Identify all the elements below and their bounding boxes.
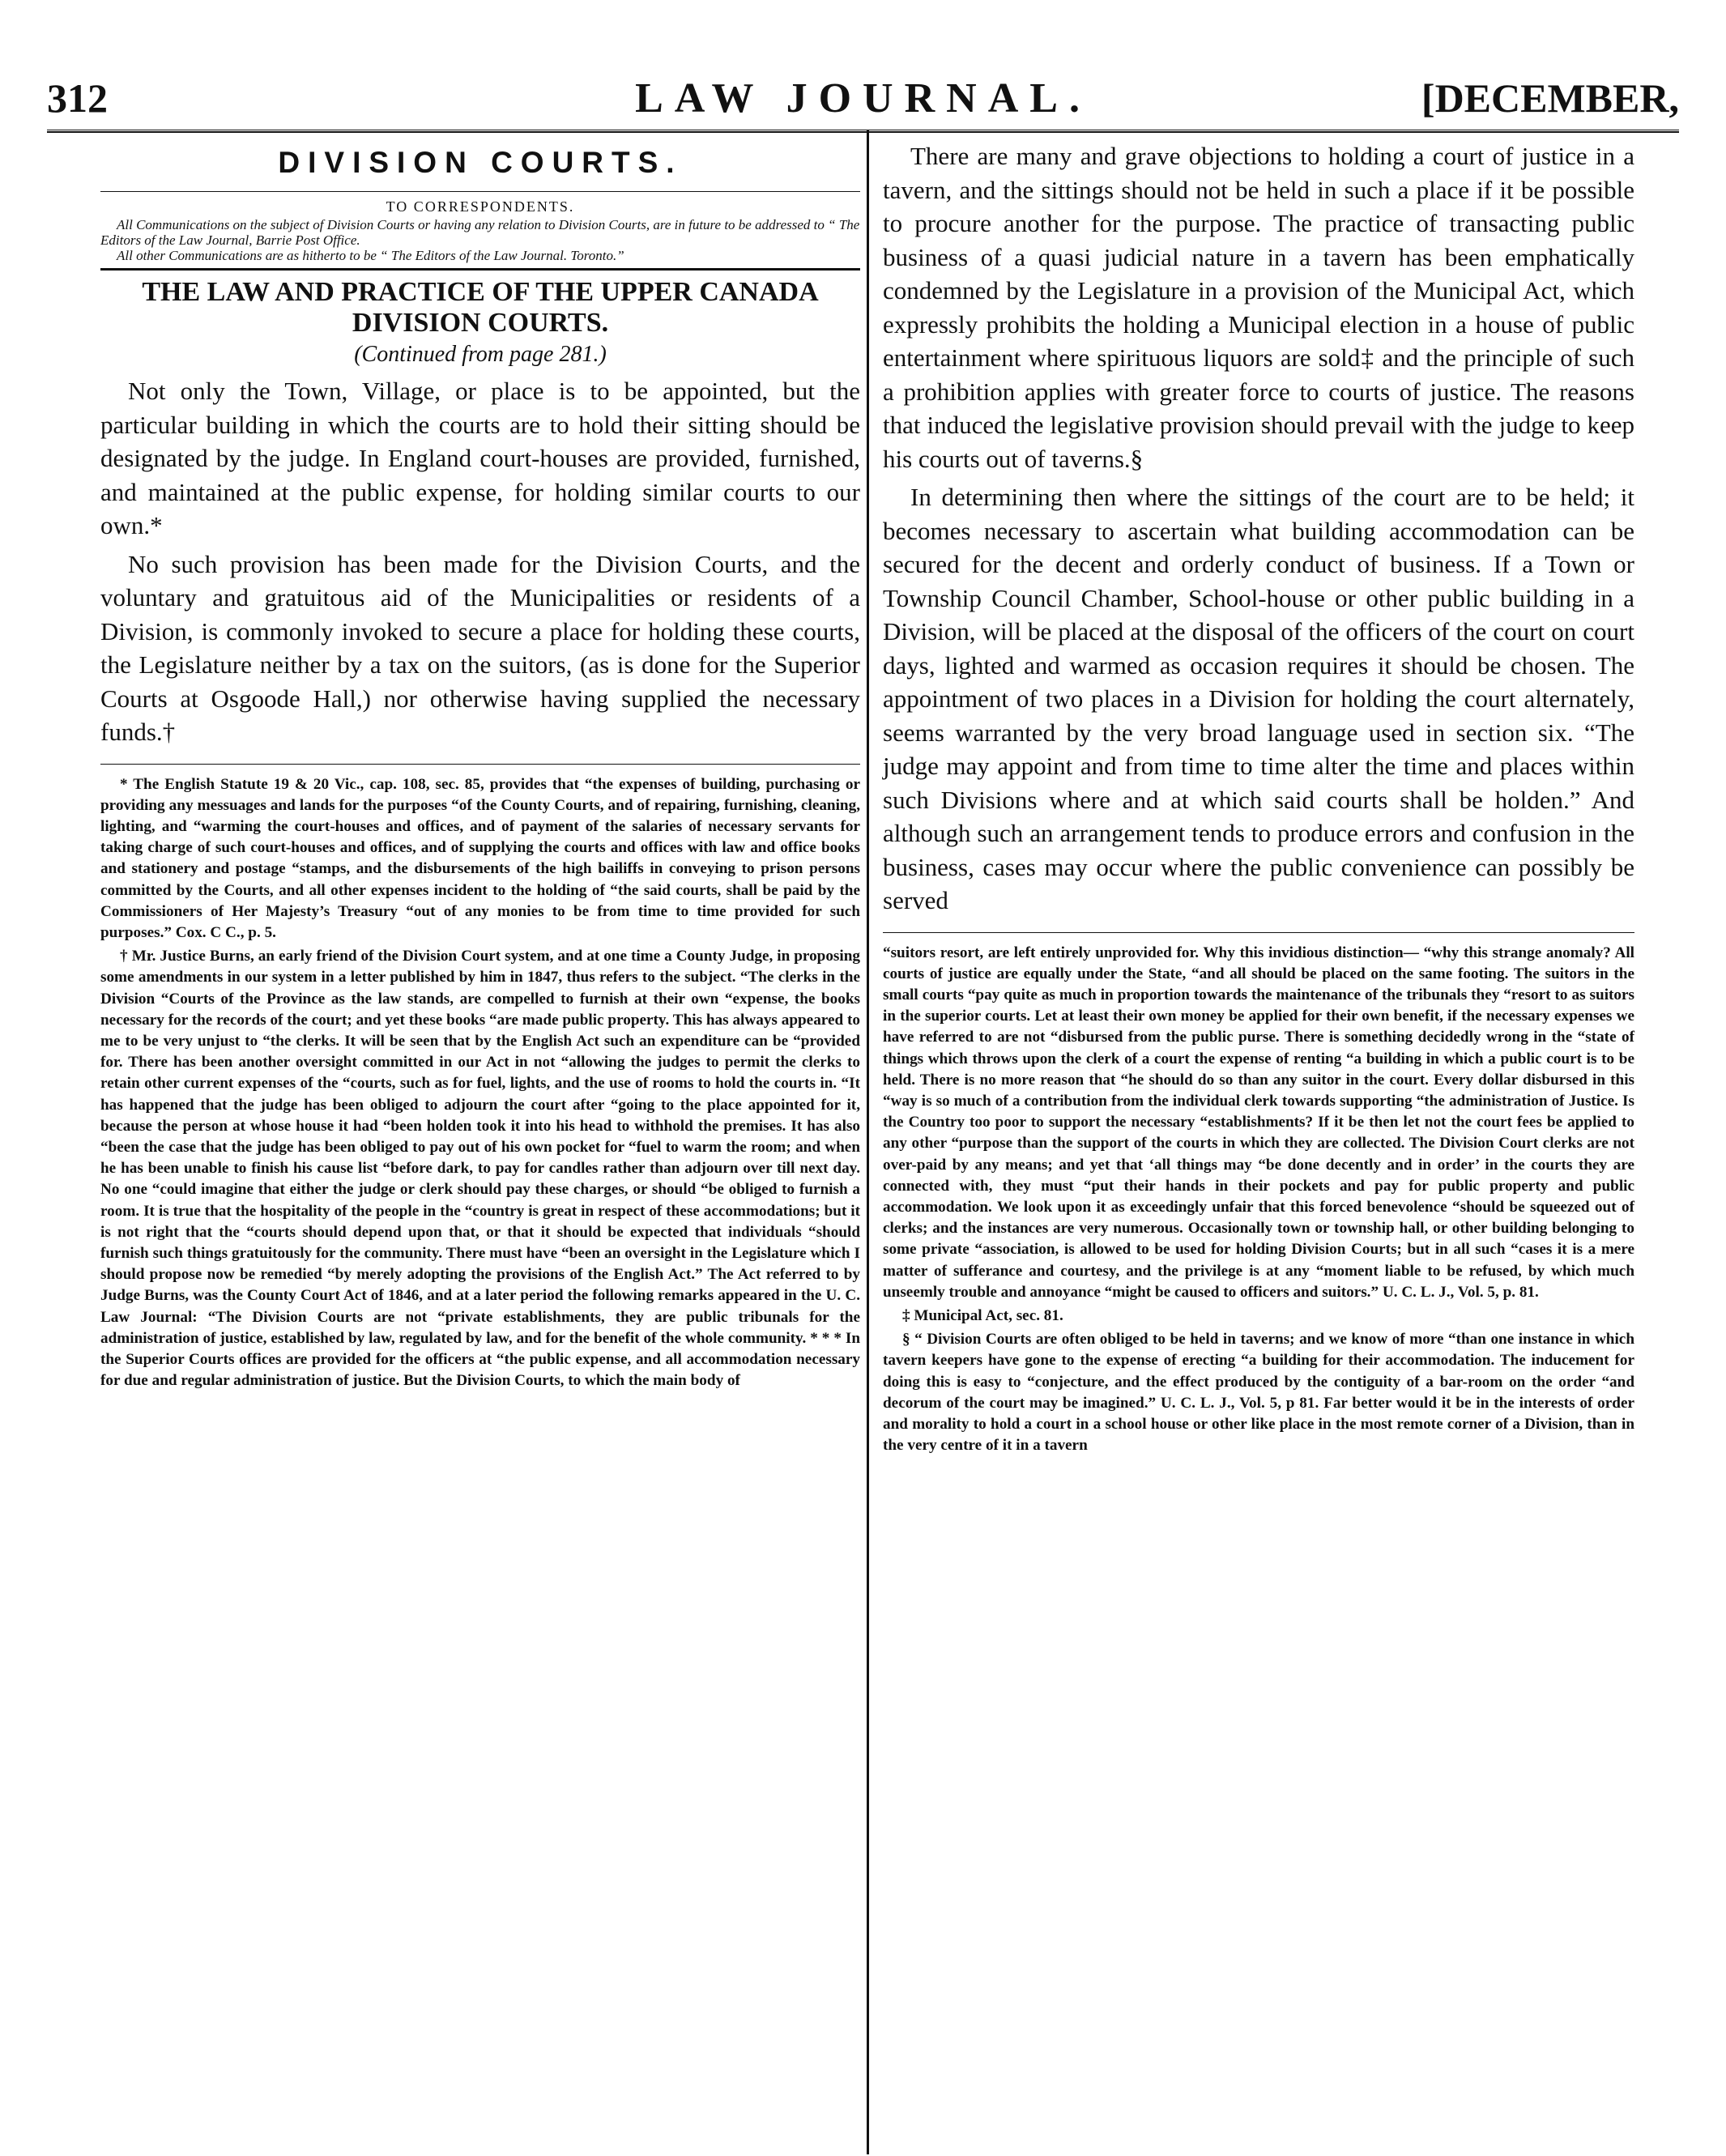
page-header [47,75,1679,131]
footnote: * The English Statute 19 & 20 Vic., cap. 108, sec. 85, provides that “the expenses of building, purchasing or providing any messuages and lands for the purposes “of the County Courts, and of repairing, furnishing, cleaning, lighting, and “warming the court-houses and offices, and of payment of the salaries of necessary servants for taking charge of such court-houses and offices, and of supplying the courts and offices with law and office books and stationery and postage “stamps, and the disbursements of the high bailiffs in conveying to prison persons committed by the Courts, and all other expenses incident to the holding of “the said courts, shall be paid by the Commissioners of Her Majesty’s Treasury “out of any monies to be from time to time provided for such purposes.” Cox. C C., p. 5. [100,775,860,941]
notice-division-courts: All Communications on the subject of Division Courts or having any relation to Division Courts, are in future to be addressed to “ The Editors of the Law Journal, Barrie Post Office. [100,217,860,248]
footnote: § “ Division Courts are often obliged to be held in taverns; and we know of more “than one instance in which tavern keepers have gone to the expense of erecting “a building for their accommodation. The inducement for doing this is easy to “conjecture, and the effect produced by the contiguity of a bar-room on the order “and decorum of the court may be imagined.” U. C. L. J., Vol. 5, p 81. Far better would it be in the interests of order and morality to hold a court in a school house or other like place in the most remote corner of a Division, than in the very centre of it in a tavern [883,1331,1634,1455]
header-rule [47,130,1679,133]
paragraph: No such provision has been made for the Division Courts, and the voluntary and gratuitous aid of the Municipalities or residents of a Division, is commonly invoked to secure a place for holding these courts, the Legislature neither by a tax on the suitors, (as is done for the Superior Courts at Osgoode Hall,) nor otherwise having supplied the necessary funds.† [100,549,860,746]
paragraph: In determining then where the sittings of the court are to be held; it becomes necessary to ascertain what building accommodation can be secured for the decent and orderly conduct of business. If a Town or Township Council Chamber, School-house or other public building in a Division, will be placed at the disposal of the officers of the court on court days, lighted and warmed as occasion requires it should be chosen. The appointment of two places in a Division for holding the court alternately, seems warranted by the very broad language used in section six. “The judge may appoint and from time to time alter the time and places within such Divisions where and at which said courts shall be holden.” And although such an arrangement tends to produce errors and confusion in the business, cases may occur where the public convenience can possibly be served [883,483,1634,914]
footnote-rule [883,932,1634,933]
left-column [100,139,860,1394]
section-title: DIVISION COURTS. [278,146,683,179]
notice-other: All other Communications are as hitherto to be “ The Editors of the Law Journal. Toronto.” [117,248,624,263]
footnote-rule [100,764,860,765]
footnote: † Mr. Justice Burns, an early friend of the Division Court system, and at one time a County Judge, in proposing some amendments in our system in a letter published by him in 1847, thus refers to the subject. “The clerks in the Division “Courts of the Province as the law stands, are compelled to furnish at their own “expense, the books necessary for the records of the court; and yet these books “are made public property. This has always appeared to me to be very unjust to “the clerks. It will be seen that by the English Act such an expenditure can be “provided for. There has been another oversight committed in our Act in not “allowing the judges to permit the clerks to retain other current expenses of the “courts, such as for fuel, lights, and the use of rooms to hold the courts in. “It has happened that the judge has been obliged to adjourn the court after “going to the place appointed for it, because the person at whose house it had “been holden took it into his head to withhold the premises. It has also “been the case that the judge has been obliged to pay out of his own pocket for “fuel to warm the room; and when he has been unable to finish his cause list “before dark, to pay for candles rather than adjourn over till next day. No one “could imagine that either the judge or clerk should pay these charges, or should “be obliged to furnish a room. It is true that the hospitality of the people in the “country is great in respect of these accommodations; but it is not right that the “courts should depend upon that, or that it should be expected that individuals “should furnish such things gratuitously for the community. There must have “been an oversight in the Legislature which I should propose now be remedied “by merely adopting the provisions of the English Act.” The Act referred to by Judge Burns, was the County Court Act of 1846, and at a later period the following remarks appeared in the U. C. Law Journal: “The Division Courts are not “private establishments, they are public tribunals for the administration of justice, established by law, regulated by law, and for the benefit of the whole community. * * * In the Superior Courts offices are provided for the officers at “the public expense, and all accommodation necessary for due and regular administration of justice. But the Division Courts, to which the main body of [100,948,860,1390]
footnote: “suitors resort, are left entirely unprovided for. Why this invidious distinction— “why this strange anomaly? All courts of justice are equally under the State, “and all should be placed on the same footing. The suitors in the small courts “pay quite as much in proportion towards the maintenance of the tribunals they “resort to as suitors in the superior courts. Let at least their own money be applied for their own benefit, if the necessary expenses we have referred to are not “disbursed from the public purse. There is something decidedly wrong in the “state of things which throws upon the clerk of a court the expense of renting “a building in which a public court is to be held. There is no more reason that “he should do so than any suitor in the court. Every dollar disbursed in this “way is so much of a contribution from the individual clerk towards supporting “the administration of Justice. Is the Country too poor to support the necessary “establishments? If it be then let not the court fees be applied to any other “purpose than the support of the courts in which they are collected. The Division Court clerks are not over-paid by any means; and yet that ‘all things may “be done decently and in order’ in the courts they are connected with, they must “put their hands in their pockets and pay for public property and public accommodation. We look upon it as exceedingly unfair that this forced benevolence “should be squeezed out of clerks; and the instances are very numerous. Occasionally town or township hall, or other building belonging to some private “association, is allowed to be used for holding Division Courts; but in all such “cases it is a mere matter of sufferance and courtesy, and the privilege is at any “moment liable to be refused, by which much unseemly trouble and annoyance “might be caused to officers and suitors.” U. C. L. J., Vol. 5, p. 81. [883,944,1634,1301]
journal-title: LAW JOURNAL. [635,75,1091,121]
running-head: [DECEMBER, [1421,75,1679,121]
footnote: ‡ Municipal Act, sec. 81. [902,1306,1063,1324]
article-title: THE LAW AND PRACTICE OF THE UPPER CANADA DIVISION COURTS. [142,277,819,338]
divider [100,268,860,271]
right-column [883,139,1634,1459]
paragraph: There are many and grave objections to holding a court of justice in a tavern, and the sittings should not be held in such a place if it be possible to procure another for the purpose. The practice of transacting public business of a quasi judicial nature in a tavern has been emphatically condemned by the Legislature in a provision of the Municipal Act, which expressly prohibits the holding a Municipal election in a house of public entertainment where spirituous liquors are sold‡ and the principle of such a prohibition applies with greater force to courts of justice. The reasons that induced the legislative provision should prevail with the judge to keep his courts out of taverns.§ [883,142,1634,473]
paragraph: Not only the Town, Village, or place is to be appointed, but the particular building in which the courts are to hold their sitting should be designated by the judge. In England court-houses are provided, furnished, and maintained at the public expense, for holding similar courts to our own.* [100,377,860,539]
divider [100,191,860,192]
notice-heading: TO CORRESPONDENTS. [386,198,575,215]
page-number: 312 [47,75,108,121]
continued-note: (Continued from page 281.) [354,342,607,367]
column-divider [867,130,869,2154]
